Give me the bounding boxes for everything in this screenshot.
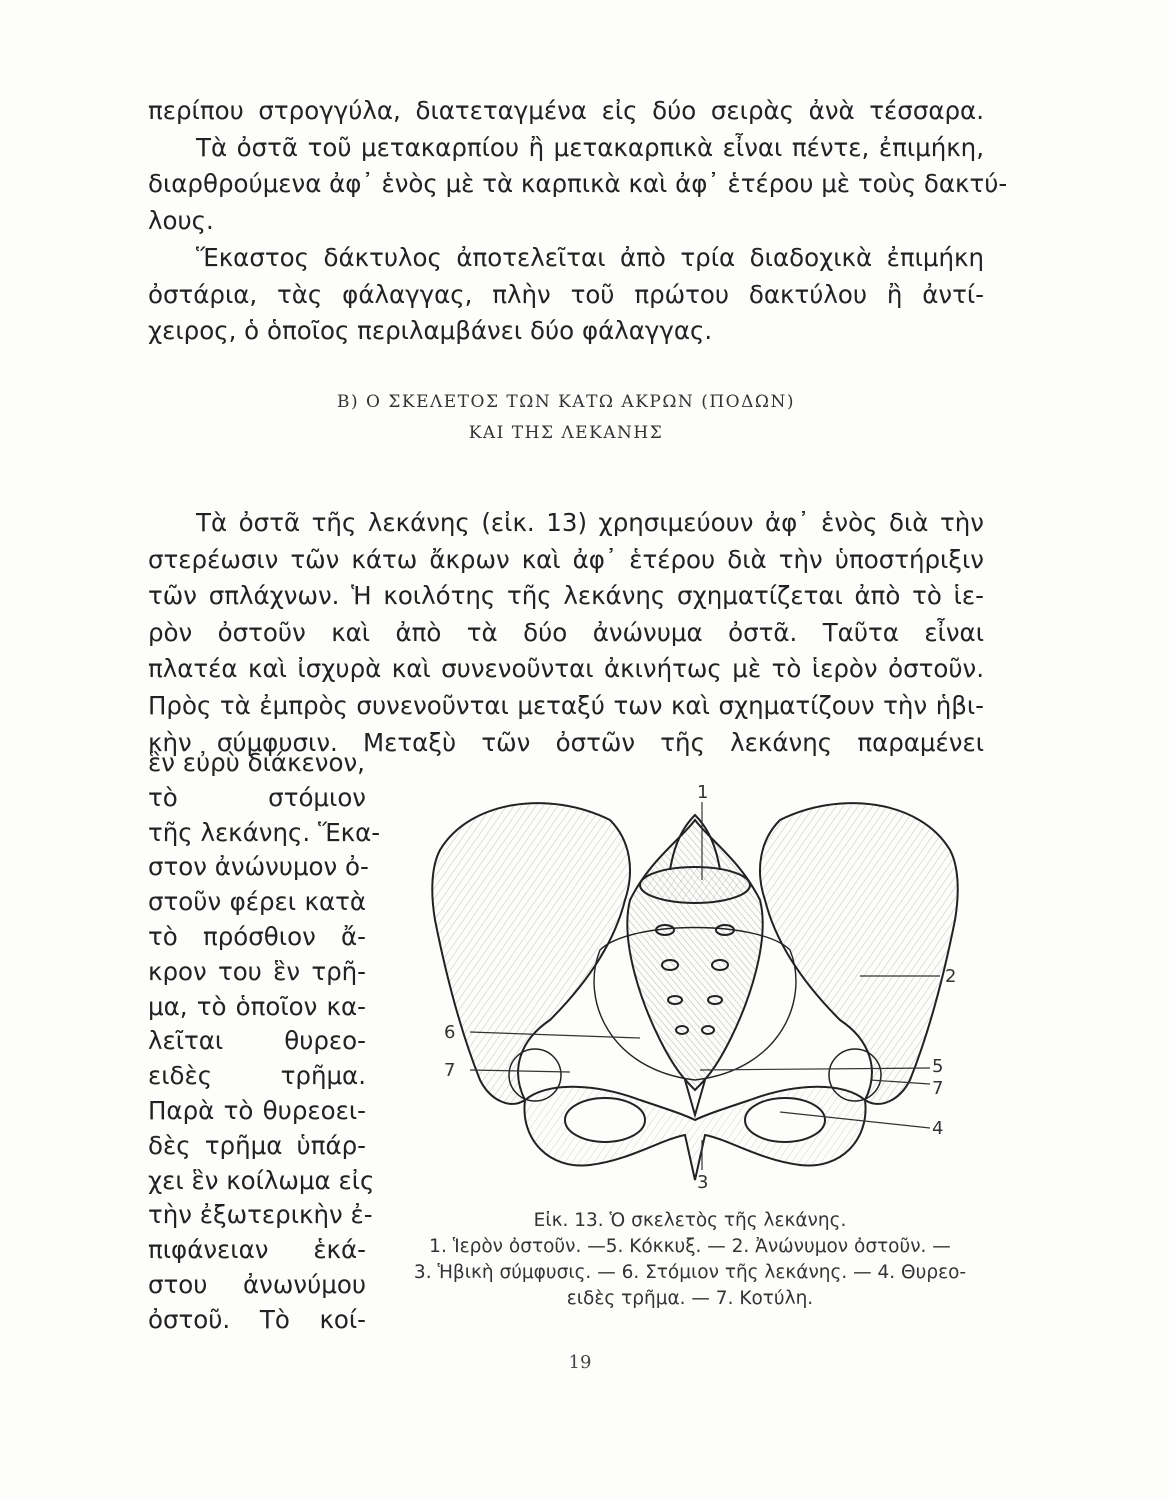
figure-label-7: 7 <box>444 1060 456 1081</box>
text-line: τὸ στόμιον <box>148 782 366 812</box>
figure-label-2: 2 <box>945 966 957 987</box>
figure-label-7-right: 7 <box>932 1078 944 1099</box>
text-line: κὴν σύμφυσιν. Μεταξὺ τῶν ὀστῶν τῆς λεκάνης παραμένει <box>148 727 984 757</box>
text-line: ὀστοῦ. Τὸ κοί- <box>148 1304 366 1334</box>
text-line: κρον του ἓν τρῆ- <box>148 956 366 986</box>
text-line: Ἕκαστος δάκτυλος ἀποτελεῖται ἀπὸ τρία διαδοχικὰ ἐπιμήκη <box>196 243 984 272</box>
text-line: λεῖται θυρεο- <box>148 1026 366 1056</box>
text-line: μα, τὸ ὁποῖον κα- <box>148 991 366 1021</box>
narrow-column-text <box>148 746 381 1338</box>
text-line: στον ἀνώνυμον ὀ- <box>148 852 369 882</box>
paragraph-metacarpals <box>148 93 1008 239</box>
text-line: τῶν σπλάχνων. Ἡ κοιλότης τῆς λεκάνης σχηματίζεται ἀπὸ τὸ ἱε- <box>148 581 984 611</box>
left-obturator-foramen <box>565 1098 645 1142</box>
paragraph-pelvis <box>148 505 984 761</box>
text-line: στοῦν φέρει κατὰ <box>148 887 366 917</box>
figure-label-3: 3 <box>697 1172 709 1193</box>
right-ilium <box>760 803 958 1104</box>
figure-caption <box>380 1208 1000 1312</box>
text-line: στου ἀνωνύμου <box>148 1269 366 1299</box>
caption-line: ειδὲς τρῆμα. — 7. Κοτύλη. <box>566 1288 814 1309</box>
left-ilium <box>432 803 630 1104</box>
figure-label-4: 4 <box>932 1118 944 1139</box>
text-line: Τὰ ὀστᾶ τοῦ μετακαρπίου ἢ μετακαρπικὰ εἶναι πέντε, ἐπιμήκη, <box>196 132 984 162</box>
text-line: περίπου στρογγύλα, διατεταγμένα εἰς δύο σειρὰς ἀνὰ τέσσαρα. <box>148 96 984 125</box>
text-line: πιφάνειαν ἑκά- <box>148 1235 366 1265</box>
text-line: Πρὸς τὰ ἐμπρὸς συνενοῦνται μεταξύ των καὶ σχηματίζουν τὴν ἡβι- <box>148 690 984 720</box>
text-line: τῆς λεκάνης. Ἕκα- <box>148 817 381 847</box>
text-line: Τὰ ὀστᾶ τῆς λεκάνης (εἰκ. 13) χρησιμεύουν ἀφ᾽ ἑνὸς διὰ τὴν <box>196 508 984 537</box>
pelvis-illustration <box>400 780 990 1210</box>
section-heading <box>148 388 984 450</box>
text-line: δὲς τρῆμα ὑπάρ- <box>148 1130 366 1160</box>
text-line: διαρθρούμενα ἀφ᾽ ἑνὸς μὲ τὰ καρπικὰ καὶ ἀφ᾽ ἑτέρου μὲ τοὺς δακτύ- <box>148 169 1008 199</box>
text-line: λους. <box>148 205 214 235</box>
text-line: Παρὰ τὸ θυρεοει- <box>148 1095 366 1125</box>
caption-line: 3. Ἡβικὴ σύμφυσις. — 6. Στόμιον τῆς λεκάνης. — 4. Θυρεο- <box>413 1262 967 1283</box>
text-line: τὸ πρόσθιον ἄ- <box>148 921 366 951</box>
text-line: στερέωσιν τῶν κάτω ἄκρων καὶ ἀφ᾽ ἑτέρου διὰ τὴν ὑποστήριξιν <box>148 544 984 574</box>
text-line: χειρος, ὁ ὁποῖος περιλαμβάνει δύο φάλαγγας. <box>148 316 713 346</box>
paragraph-phalanges <box>148 240 984 350</box>
text-line: ρὸν ὀστοῦν καὶ ἀπὸ τὰ δύο ἀνώνυμα ὀστᾶ. Ταῦτα εἶναι <box>148 617 984 647</box>
text-line: ειδὲς τρῆμα. <box>148 1061 366 1091</box>
text-line: ὀστάρια, τὰς φάλαγγας, πλὴν τοῦ πρώτου δακτύλου ἢ ἀντί- <box>148 279 984 309</box>
section-heading-line: Β) Ο ΣΚΕΛΕΤΟΣ ΤΩΝ ΚΑΤΩ ΑΚΡΩΝ (ΠΟΔΩΝ) <box>337 392 795 412</box>
text-line: τὴν ἐξωτερικὴν ἐ- <box>148 1200 373 1230</box>
figure-label-6: 6 <box>444 1022 456 1043</box>
figure-label-5: 5 <box>932 1056 944 1077</box>
caption-line: 1. Ἱερὸν ὀστοῦν. —5. Κόκκυξ. — 2. Ἀνώνυμον ὀστοῦν. — <box>429 1236 951 1257</box>
right-obturator-foramen <box>745 1098 825 1142</box>
text-line: χει ἓν κοίλωμα εἰς <box>148 1165 375 1195</box>
caption-title: Εἰκ. 13. Ὁ σκελετὸς τῆς λεκάνης. <box>533 1210 847 1231</box>
text-line: πλατέα καὶ ἰσχυρὰ καὶ συνενοῦνται ἀκινήτως μὲ τὸ ἱερὸν ὀστοῦν. <box>148 654 984 684</box>
sacrum <box>627 820 762 1090</box>
page-number: 19 <box>568 1352 592 1373</box>
figure-label-1: 1 <box>697 782 709 803</box>
section-heading-line: ΚΑΙ ΤΗΣ ΛΕΚΑΝΗΣ <box>468 423 664 443</box>
text-line: ἓν εὐρὺ διάκενον, <box>148 748 365 777</box>
